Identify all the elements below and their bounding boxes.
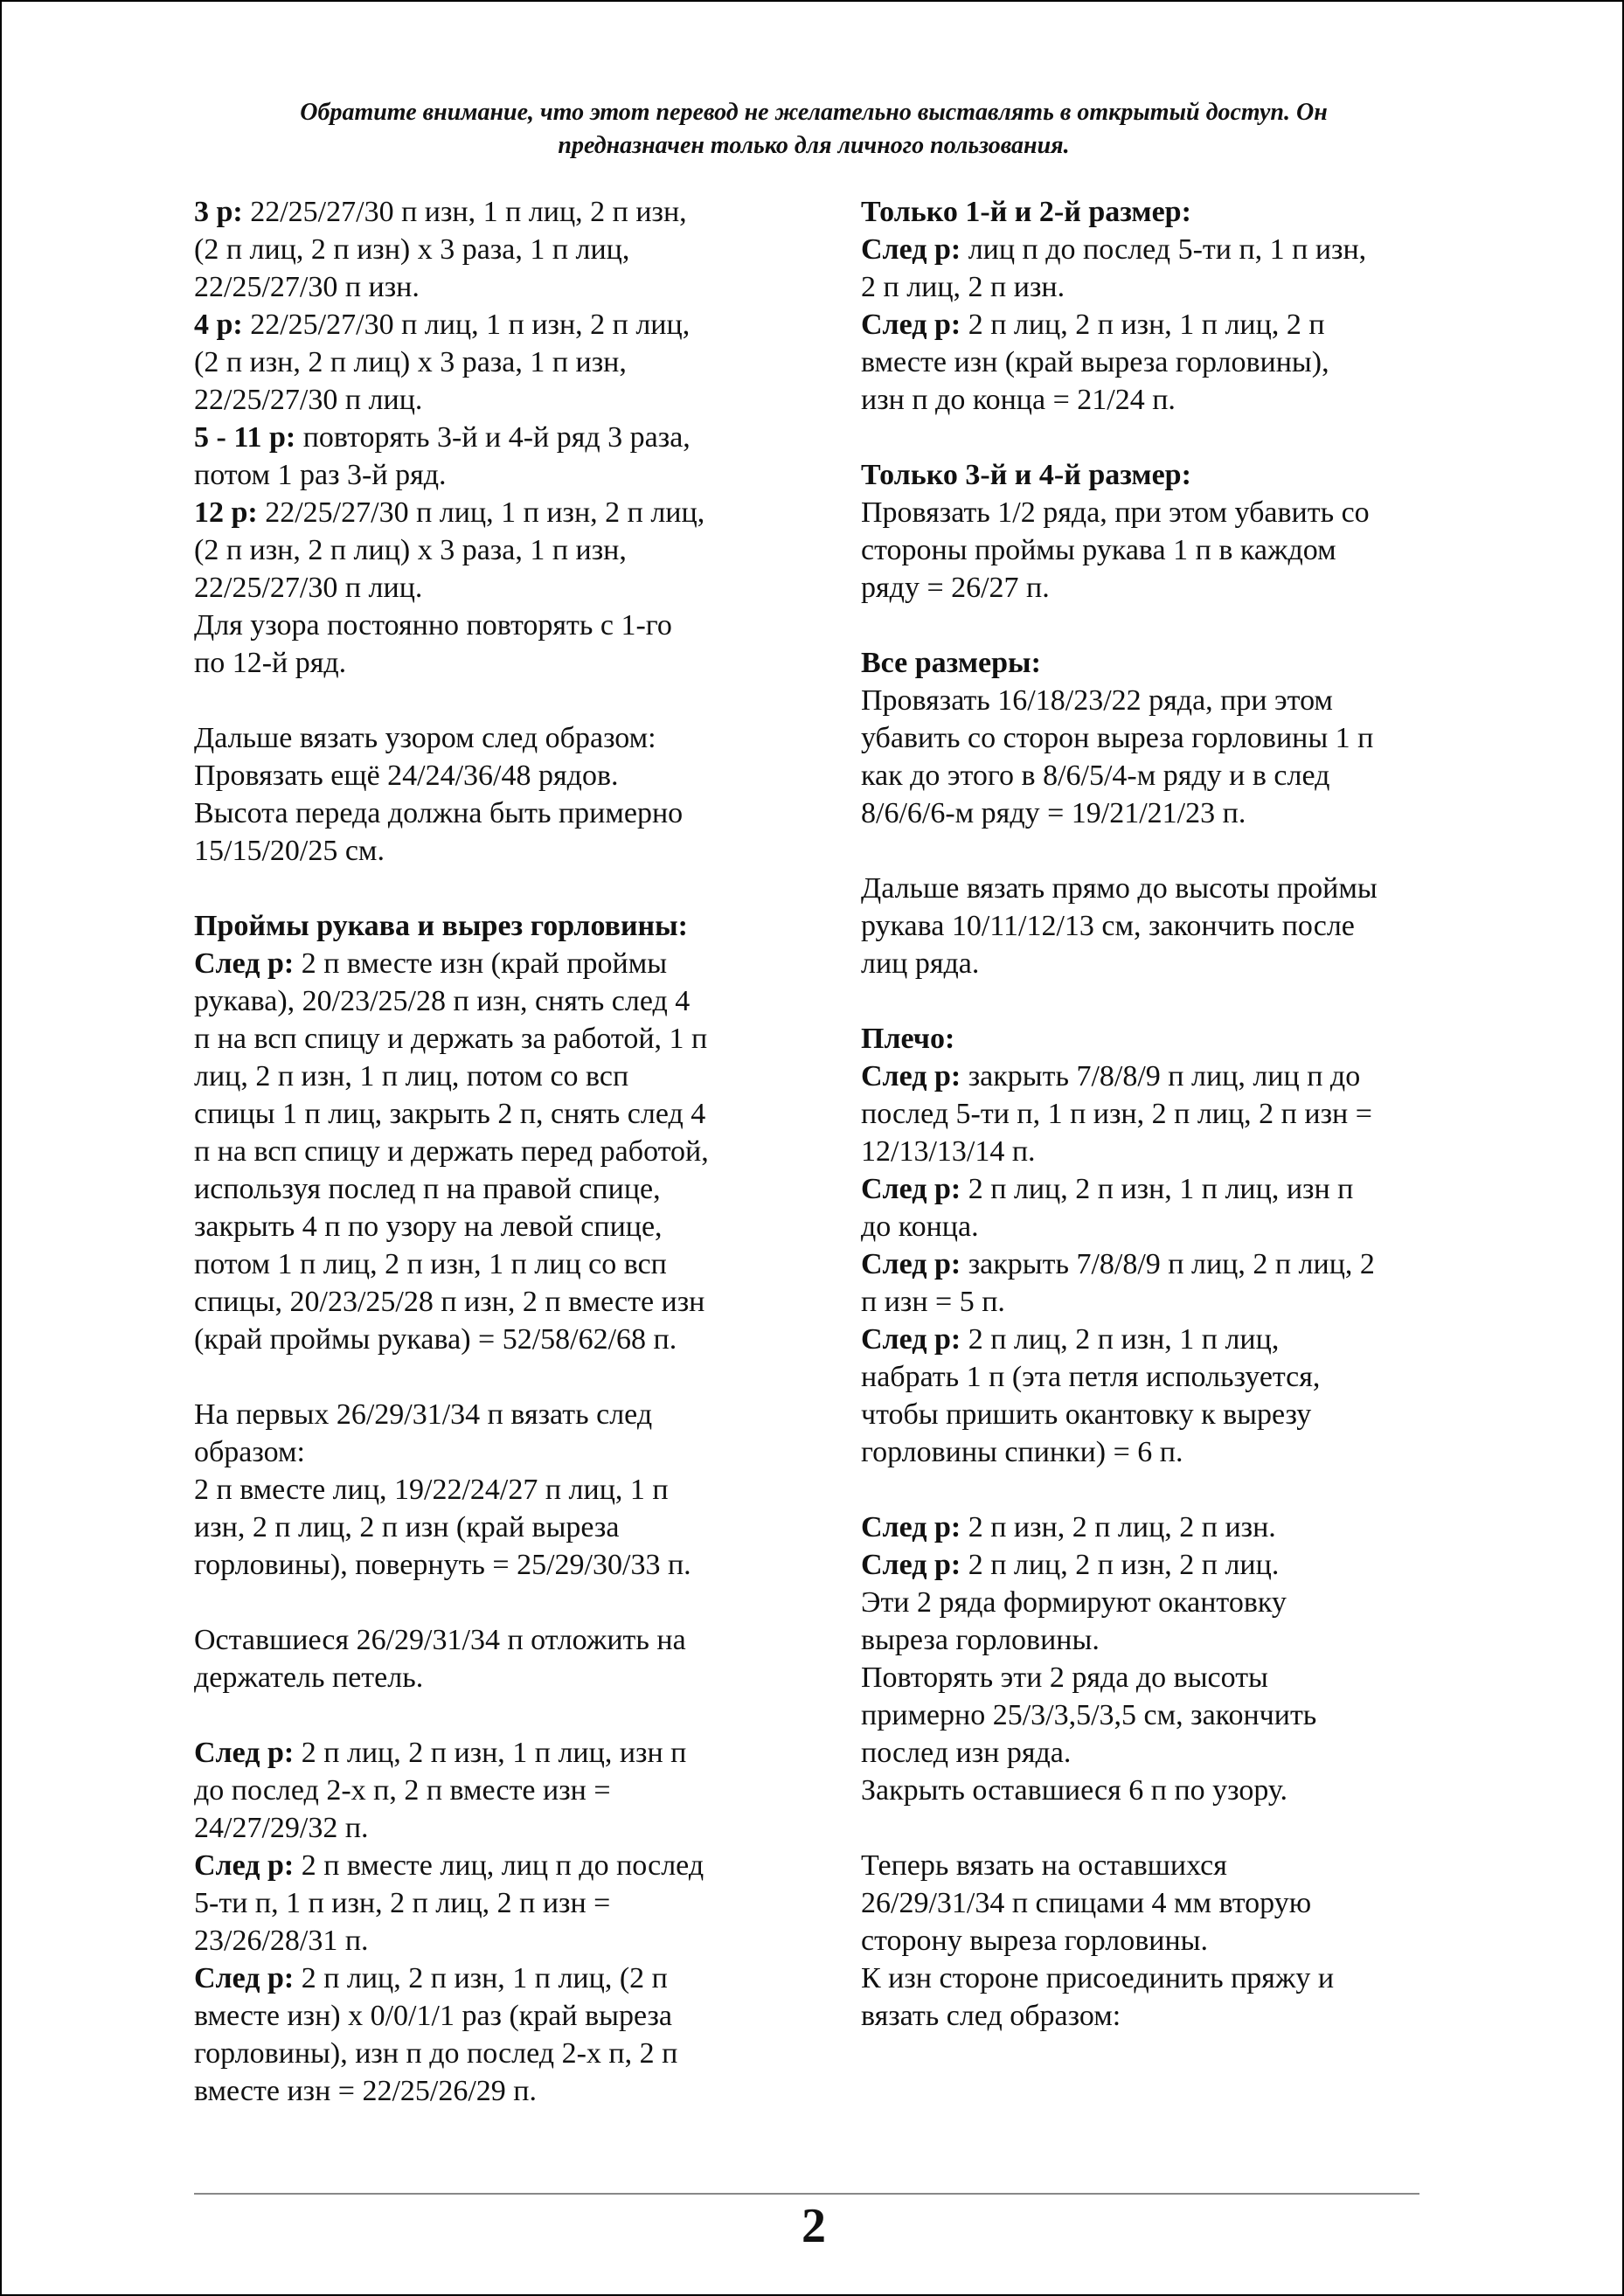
line-text: 22/25/27/30 п изн. [194,271,420,303]
text-line [861,1659,1438,1696]
line-text: 23/26/28/31 п. [194,1925,369,1957]
text-line [861,1170,1438,1208]
text-line [861,1960,1438,1997]
line-text: послед изн ряда. [861,1737,1072,1769]
line-text: На первых 26/29/31/34 п вязать след [194,1398,653,1431]
bold-label: След р: [194,1962,295,1994]
text-line [861,1095,1438,1133]
bold-label: След р: [861,1511,961,1543]
text-line [861,1809,1438,1847]
text-line [861,719,1438,757]
text-line [861,1509,1438,1546]
line-text: потом 1 п лиц, 2 п изн, 1 п лиц со всп [194,1248,667,1280]
text-line [194,1509,788,1546]
line-text: выреза горловины. [861,1624,1100,1656]
text-line [194,306,788,343]
text-line [194,870,788,907]
line-text: 22/25/27/30 п лиц, 1 п изн, 2 п лиц, [257,496,705,529]
text-line [194,343,788,381]
text-line [194,193,788,231]
text-line [194,2072,788,2110]
text-line [194,2035,788,2072]
line-text: 22/25/27/30 п лиц. [194,572,423,604]
text-line [194,1058,788,1095]
text-line [194,1245,788,1283]
line-text: (2 п изн, 2 п лиц) х 3 раза, 1 п изн, [194,534,627,566]
text-line [194,1358,788,1396]
line-text: 12/13/13/14 п. [861,1135,1036,1168]
line-text: лиц п до послед 5-ти п, 1 п изн, [961,233,1367,266]
line-text: Провязать 1/2 ряда, при этом убавить со [861,496,1370,529]
line-text: 2 п вместе лиц, 19/22/24/27 п лиц, 1 п [194,1474,669,1506]
text-line [194,531,788,569]
line-text: вместе изн (край выреза горловины), [861,346,1329,378]
text-line [194,1696,788,1734]
line-text: (2 п изн, 2 п лиц) х 3 раза, 1 п изн, [194,346,627,378]
line-text: 2 п лиц, 2 п изн, 1 п лиц, изн п [294,1737,687,1769]
text-line [861,1321,1438,1358]
privacy-notice [177,96,1451,163]
left-column [194,193,788,2110]
line-text: 2 п лиц, 2 п изн, 1 п лиц, 2 п [961,309,1325,341]
line-text: Повторять эти 2 ряда до высоты [861,1661,1268,1694]
text-line [194,1884,788,1922]
text-line [861,1020,1438,1058]
line-text: Провязать 16/18/23/22 ряда, при этом [861,684,1333,717]
line-text: 2 п лиц, 2 п изн, 1 п лиц, (2 п [294,1962,668,1994]
text-line [194,1321,788,1358]
line-text: вместе изн) х 0/0/1/1 раз (край выреза [194,2000,673,2032]
text-line [194,1283,788,1321]
text-line [194,644,788,682]
line-text: рукава 10/11/12/13 см, закончить после [861,910,1355,942]
text-line [194,1997,788,2035]
line-text: повторять 3-й и 4-й ряд 3 раза, [295,421,691,454]
line-text: Высота переда должна быть примерно [194,797,684,829]
line-text: 22/25/27/30 п изн, 1 п лиц, 2 п изн, [242,196,687,228]
text-line [861,1621,1438,1659]
line-text: 26/29/31/34 п спицами 4 мм вторую [861,1887,1312,1919]
bold-label: 4 р: [194,309,243,341]
line-text: 15/15/20/25 см. [194,835,385,867]
text-line [194,1734,788,1772]
line-text: вместе изн = 22/25/26/29 п. [194,2075,537,2107]
notice-line: предназначен только для личного пользования. [558,132,1070,159]
line-text: чтобы пришить окантовку к вырезу [861,1398,1312,1431]
text-line [194,1621,788,1659]
text-line [194,757,788,794]
line-text: Оставшиеся 26/29/31/34 п отложить на [194,1624,686,1656]
text-line [861,381,1438,419]
text-line [861,907,1438,945]
text-line [861,945,1438,982]
bold-label: Только 3-й и 4-й размер: [861,459,1191,491]
line-text: держатель петель. [194,1661,424,1694]
text-line [861,1471,1438,1509]
text-line [861,1922,1438,1960]
bold-label: Плечо: [861,1023,955,1055]
line-text: до конца. [861,1210,979,1243]
line-text: сторону выреза горловины. [861,1925,1209,1957]
text-line [861,1283,1438,1321]
line-text: примерно 25/3/3,5/3,5 см, закончить [861,1699,1317,1731]
line-text: изн п до конца = 21/24 п. [861,384,1176,416]
line-text: (2 п лиц, 2 п изн) х 3 раза, 1 п лиц, [194,233,630,266]
text-line [194,1396,788,1433]
text-line [861,1584,1438,1621]
text-line [194,794,788,832]
line-text: горловины спинки) = 6 п. [861,1436,1183,1468]
line-text: вязать след образом: [861,2000,1121,2032]
bold-label: След р: [861,309,961,341]
text-line [194,1133,788,1170]
bold-label: След р: [861,1060,961,1093]
bold-label: 3 р: [194,196,243,228]
text-line [861,531,1438,569]
line-text: Дальше вязать узором след образом: [194,722,656,754]
text-line [861,1358,1438,1396]
line-text: 2 п вместе лиц, лиц п до послед [294,1849,704,1882]
line-text: 2 п лиц, 2 п изн, 2 п лиц. [961,1549,1280,1581]
line-text: 2 п лиц, 2 п изн. [861,271,1065,303]
line-text: п на всп спицу и держать за работой, 1 п [194,1023,708,1055]
line-text: стороны проймы рукава 1 п в каждом [861,534,1336,566]
page-number: 2 [802,2199,826,2253]
line-text: как до этого в 8/6/5/4-м ряду и в след [861,760,1330,792]
bold-label: Проймы рукава и вырез горловины: [194,910,689,942]
text-line [194,1433,788,1471]
text-line [861,268,1438,306]
text-line [861,1058,1438,1095]
text-line [194,1584,788,1621]
line-text: п изн = 5 п. [861,1286,1005,1318]
text-line [861,343,1438,381]
line-text: горловины), изн п до послед 2-х п, 2 п [194,2037,678,2070]
notice-line: Обратите внимание, что этот перевод не желательно выставлять в открытый доступ. Он [300,99,1328,126]
text-line [194,1847,788,1884]
text-line [861,794,1438,832]
line-text: используя послед п на правой спице, [194,1173,661,1205]
bold-label: След р: [194,947,295,980]
line-text: набрать 1 п (эта петля используется, [861,1361,1321,1393]
text-line [194,456,788,494]
text-line [861,1772,1438,1809]
bold-label: След р: [194,1737,295,1769]
line-text: лиц ряда. [861,947,980,980]
line-text: горловины), повернуть = 25/29/30/33 п. [194,1549,691,1581]
text-line [861,193,1438,231]
text-line [194,1809,788,1847]
text-line [861,607,1438,644]
line-text: 22/25/27/30 п лиц. [194,384,423,416]
text-line [194,1020,788,1058]
line-text: ряду = 26/27 п. [861,572,1050,604]
line-text: К изн стороне присоединить пряжу и [861,1962,1335,1994]
text-line [194,494,788,531]
text-line [861,682,1438,719]
text-line [194,1471,788,1509]
text-line [194,1208,788,1245]
line-text: 2 п вместе изн (край проймы [294,947,668,980]
text-line [194,719,788,757]
line-text: 2 п лиц, 2 п изн, 1 п лиц, [961,1323,1280,1356]
text-line [194,1659,788,1696]
text-line [194,1922,788,1960]
text-line [861,832,1438,870]
line-text: 2 п изн, 2 п лиц, 2 п изн. [961,1511,1276,1543]
bold-label: След р: [861,1549,961,1581]
line-text: убавить со сторон выреза горловины 1 п [861,722,1374,754]
line-text: 24/27/29/32 п. [194,1812,369,1844]
bold-label: 12 р: [194,496,258,529]
text-line [861,1734,1438,1772]
text-line [861,231,1438,268]
text-line [861,569,1438,607]
line-text: потом 1 раз 3-й ряд. [194,459,447,491]
line-text: Провязать ещё 24/24/36/48 рядов. [194,760,619,792]
line-text: (край проймы рукава) = 52/58/62/68 п. [194,1323,677,1356]
text-line [194,419,788,456]
text-line [194,569,788,607]
text-line [194,1772,788,1809]
text-line [194,945,788,982]
text-line [861,1208,1438,1245]
text-line [194,607,788,644]
line-text: Закрыть оставшиеся 6 п по узору. [861,1774,1288,1807]
text-line [194,1546,788,1584]
text-line [194,982,788,1020]
bold-label: След р: [861,1248,961,1280]
text-line [194,231,788,268]
line-text: по 12-й ряд. [194,647,347,679]
line-text: до послед 2-х п, 2 п вместе изн = [194,1774,611,1807]
bold-label: След р: [194,1849,295,1882]
text-line [194,268,788,306]
text-line [194,907,788,945]
text-line [861,1847,1438,1884]
text-line [861,1433,1438,1471]
bold-label: Только 1-й и 2-й размер: [861,196,1191,228]
line-text: 8/6/6/6-м ряду = 19/21/21/23 п. [861,797,1246,829]
line-text: образом: [194,1436,305,1468]
text-line [861,982,1438,1020]
text-line [861,419,1438,456]
bold-label: След р: [861,1173,961,1205]
bold-label: Все размеры: [861,647,1041,679]
text-line [861,1884,1438,1922]
line-text: 5-ти п, 1 п изн, 2 п лиц, 2 п изн = [194,1887,611,1919]
line-text: послед 5-ти п, 1 п изн, 2 п лиц, 2 п изн = [861,1098,1372,1130]
text-line [194,832,788,870]
line-text: закрыть 7/8/8/9 п лиц, 2 п лиц, 2 [961,1248,1375,1280]
text-line [861,494,1438,531]
line-text: Для узора постоянно повторять с 1-го [194,609,672,642]
line-text: Дальше вязать прямо до высоты проймы [861,872,1378,905]
line-text: Теперь вязать на оставшихся [861,1849,1227,1882]
text-line [861,306,1438,343]
text-line [861,757,1438,794]
line-text: спицы, 20/23/25/28 п изн, 2 п вместе изн [194,1286,705,1318]
text-line [861,870,1438,907]
line-text: 22/25/27/30 п лиц, 1 п изн, 2 п лиц, [242,309,691,341]
line-text: п на всп спицу и держать перед работой, [194,1135,709,1168]
line-text: закрыть 4 п по узору на левой спице, [194,1210,663,1243]
text-line [861,644,1438,682]
line-text: Эти 2 ряда формируют окантовку [861,1586,1287,1619]
right-column [861,193,1438,2035]
text-line [194,1095,788,1133]
text-line [194,682,788,719]
bold-label: 5 - 11 р: [194,421,296,454]
text-line [861,1696,1438,1734]
text-line [194,1960,788,1997]
line-text: спицы 1 п лиц, закрыть 2 п, снять след 4 [194,1098,706,1130]
text-line [861,1546,1438,1584]
text-line [861,1133,1438,1170]
text-line [194,1170,788,1208]
line-text: изн, 2 п лиц, 2 п изн (край выреза [194,1511,620,1543]
text-line [194,381,788,419]
bold-label: След р: [861,233,961,266]
text-line [861,1396,1438,1433]
line-text: лиц, 2 п изн, 1 п лиц, потом со всп [194,1060,629,1093]
text-line [861,1997,1438,2035]
text-line [861,456,1438,494]
line-text: 2 п лиц, 2 п изн, 1 п лиц, изн п [961,1173,1354,1205]
line-text: закрыть 7/8/8/9 п лиц, лиц п до [961,1060,1361,1093]
line-text: рукава), 20/23/25/28 п изн, снять след 4 [194,985,691,1017]
text-line [861,1245,1438,1283]
bold-label: След р: [861,1323,961,1356]
